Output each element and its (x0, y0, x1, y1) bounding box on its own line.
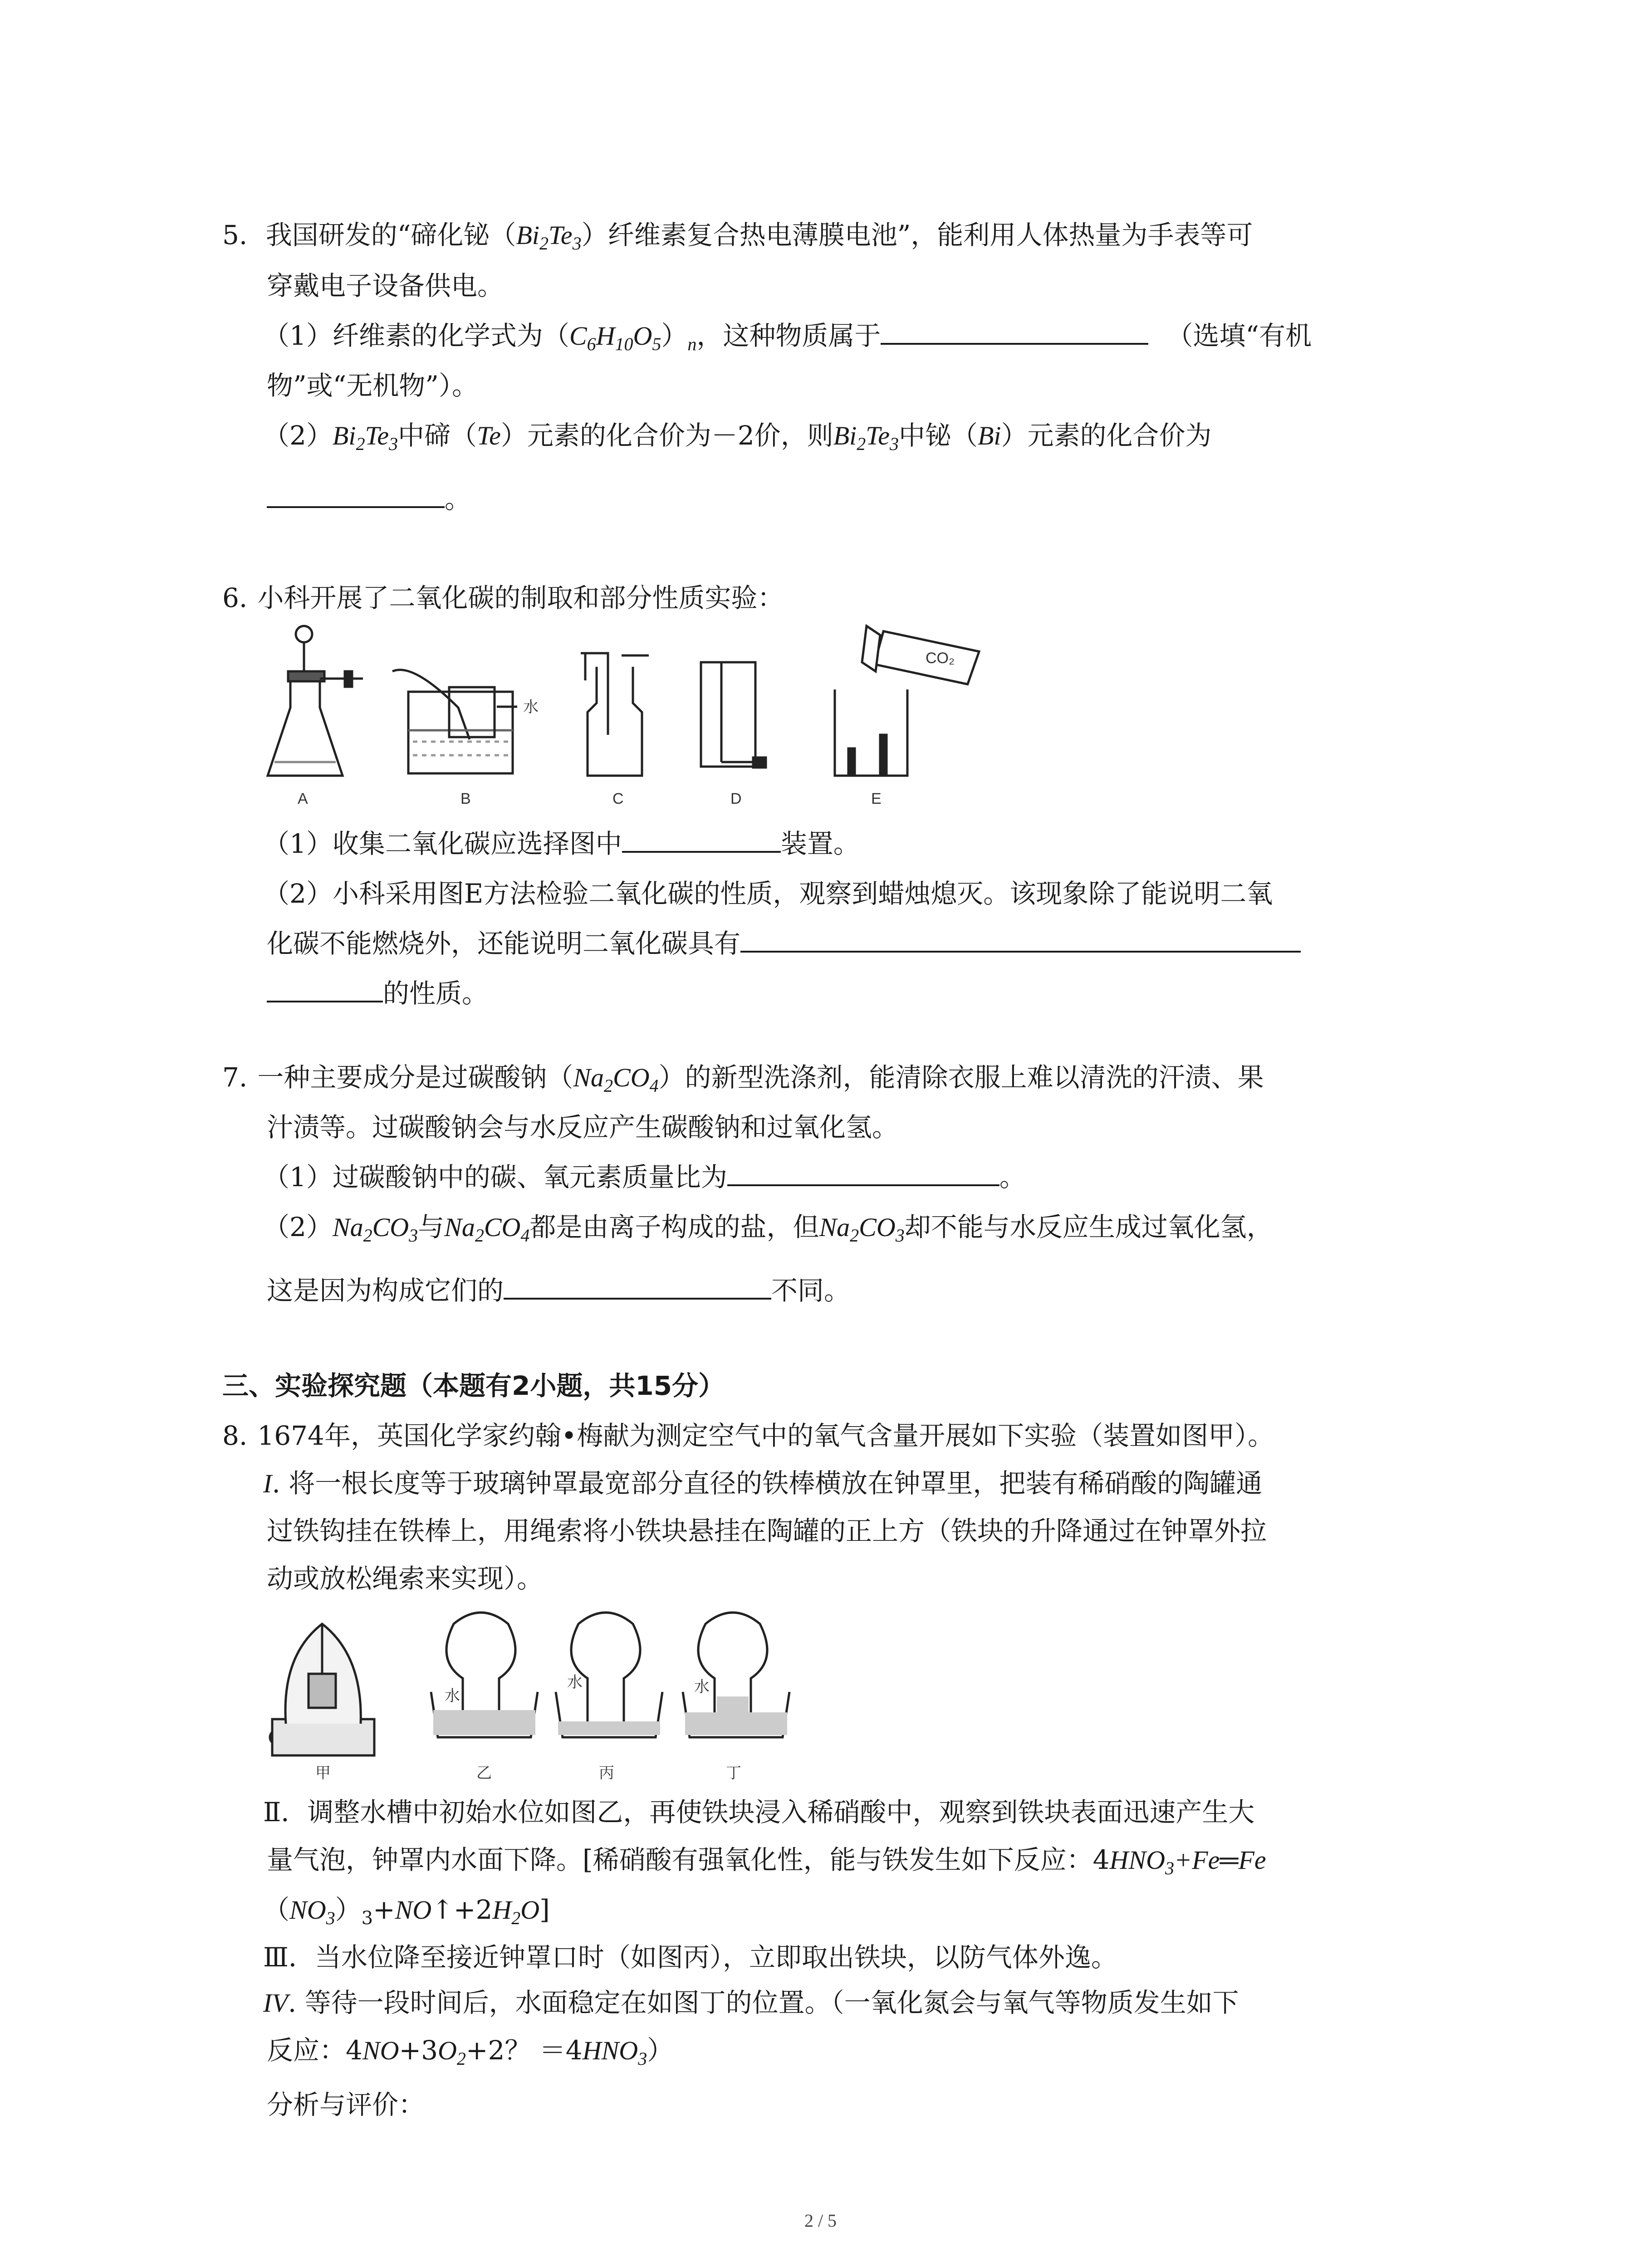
svg-text:水: 水 (523, 699, 539, 716)
bell-jar-figure (272, 1606, 817, 1789)
svg-text:甲: 甲 (315, 1765, 331, 1782)
section-heading: 三、实验探究题（本题有2小题，共15分） (222, 1370, 725, 1401)
answer-blank[interactable] (622, 826, 781, 853)
svg-text:乙: 乙 (476, 1765, 492, 1782)
q7-line1: 7. 一种主要成分是过碳酸钠$(Na_2CO_4)$的新型洗涤剂，能清除衣服上难以清洗的汗渍、果 (222, 1062, 1264, 1096)
answer-blank[interactable] (881, 318, 1148, 345)
answer-blank[interactable] (504, 1272, 771, 1300)
svg-text:E: E (871, 790, 882, 807)
q6-part1: （1）收集二氧化碳应选择图中 装置。 (263, 826, 860, 862)
answer-blank[interactable] (740, 925, 1301, 953)
co2-apparatus-figure (263, 626, 1025, 809)
question-number: 5. (222, 220, 248, 250)
q5-line1: 5. 我国研发的“碲化铋$(Bi_2Te_3)$纤维素复合热电薄膜电池”，能利用人体热量为手表等可 (222, 220, 1253, 254)
q8-step2: Ⅱ．调整水槽中初始水位如图乙，再使铁块浸入稀硝酸中，观察到铁块表面迅速产生大 (263, 1797, 1255, 1828)
q8-step2-cont1: 量气泡，钟罩内水面下降。[稀硝酸有强氧化性，能与铁发生如下反应：$4HNO_3+Fe═Fe$ (267, 1844, 1266, 1878)
q6-part2: （2）小科采用图E方法检验二氧化碳的性质，观察到蜡烛熄灭。该现象除了能说明二氧 (263, 878, 1273, 909)
q8-line1: 8. 1674年，英国化学家约翰•梅献为测定空气中的氧气含量开展如下实验（装置如图甲）。 (222, 1420, 1274, 1451)
q6-part2-cont: 化碳不能燃烧外，还能说明二氧化碳具有 (267, 925, 1301, 962)
q8-step1-cont1: 过铁钩挂在铁棒上，用绳索将小铁块悬挂在陶罐的正上方（铁块的升降通过在钟罩外拉 (267, 1515, 1267, 1546)
svg-text:水: 水 (694, 1678, 710, 1696)
q5-part1: （1）纤维素的化学式为$(C_6H_{10}O_5)_n$，这种物质属于 （选填“有机 (263, 318, 1312, 354)
q6-part2-end: 的性质。 (267, 975, 488, 1012)
svg-text:丁: 丁 (726, 1765, 741, 1782)
q8-step3: Ⅲ．当水位降至接近钟罩口时（如图丙），立即取出铁块，以防气体外逸。 (263, 1942, 1117, 1973)
q6-intro: 6. 小科开展了二氧化碳的制取和部分性质实验： (222, 582, 784, 613)
q5-part2-blank: 。 (267, 481, 471, 517)
q7-part2-cont: 这是因为构成它们的 不同。 (267, 1272, 850, 1309)
svg-text:D: D (730, 790, 742, 807)
q7-part1: （1）过碳酸钠中的碳、氧元素质量比为 。 (263, 1159, 1026, 1195)
q8-step1-cont2: 动或放松绳索来实现）。 (267, 1563, 544, 1594)
svg-text:B: B (460, 790, 471, 807)
svg-text:C: C (612, 790, 624, 807)
q7-line2: 汁渍等。过碳酸钠会与水反应产生碳酸钠和过氧化氢。 (267, 1112, 899, 1143)
q5-part1-cont: 物”或“无机物”）。 (267, 370, 478, 401)
svg-text:丙: 丙 (599, 1765, 614, 1782)
q5-line2: 穿戴电子设备供电。 (267, 270, 504, 301)
svg-text:CO₂: CO₂ (926, 650, 955, 667)
answer-blank[interactable] (727, 1159, 999, 1186)
q8-analysis: 分析与评价： (267, 2089, 425, 2120)
page-number: 2 / 5 (804, 2210, 837, 2231)
q8-step4: IV. 等待一段时间后，水面稳定在如图丁的位置。（一氧化氮会与氧气等物质发生如下 (263, 1987, 1239, 2018)
q8-step1: I. 将一根长度等于玻璃钟罩最宽部分直径的铁棒横放在钟罩里，把装有稀硝酸的陶罐通 (263, 1468, 1263, 1499)
q8-step4-cont: 反应：$4NO+3O_2+2$？ $=4HNO_3$） (267, 2035, 674, 2069)
q5-part2: $(2)Bi_2Te_3$中碲（Te）元素的化合价为－2价，则$Bi_2Te_3$中铋（Bi）元素的化合价为 (263, 420, 1212, 454)
q7-part2: $(2)Na_2CO_3$与$Na_2CO_4$都是由离子构成的盐，但$Na_2CO_3$却不能与水反应生成过氧化氢， (263, 1212, 1273, 1246)
answer-blank[interactable] (267, 481, 445, 508)
q8-step2-cont2: $(NO_3)_3+NO↑+2H_2O$] (263, 1894, 550, 1929)
svg-text:水: 水 (567, 1674, 583, 1691)
svg-text:A: A (298, 790, 308, 807)
svg-text:水: 水 (445, 1687, 460, 1705)
answer-blank[interactable] (267, 975, 383, 1002)
